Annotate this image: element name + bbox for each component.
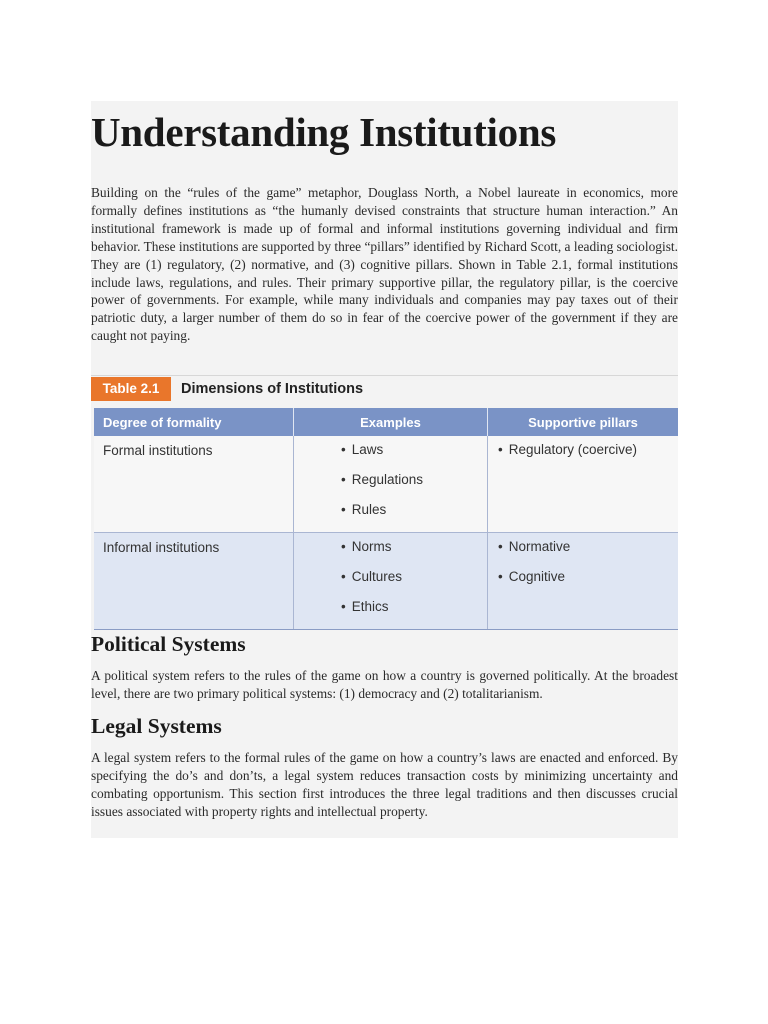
examples-list <box>294 533 487 629</box>
section-heading-legal-systems: Legal Systems <box>91 714 222 738</box>
pillars-list <box>488 533 678 599</box>
row-label-informal: Informal institutions <box>103 540 220 555</box>
examples-list <box>294 436 487 532</box>
table-number-badge: Table 2.1 <box>91 377 171 401</box>
list-item: • Normative <box>498 539 678 569</box>
list-item: • Cognitive <box>498 569 678 599</box>
page-title: Understanding Institutions <box>91 109 556 155</box>
pillars-list <box>488 436 678 472</box>
intro-paragraph: Building on the “rules of the game” metaphor, Douglass North, a Nobel laureate in economics, more formally defines institutions as “the humanly devised constraints that structure human interaction.” An institutional framework is made up of formal and informal institutions governing individual and firm behavior. These institutions are supported by three “pillars” identified by Richard Scott, a leading sociologist. They are (1) regulatory, (2) normative, and (3) cognitive pillars. Shown in Table 2.1, formal institutions include laws, regulations, and rules. Their primary supportive pillar, the regulatory pillar, is the coercive power of governments. For example, while many individuals and companies may pay taxes out of their patriotic duty, a larger number of them do so in fear of the coercive power of the government if they are caught not paying. <box>91 185 678 344</box>
row-label-formal: Formal institutions <box>103 443 213 458</box>
political-paragraph: A political system refers to the rules of the game on how a country is governed politically. At the broadest level, there are two primary political systems: (1) democracy and (2) totalitarianism. <box>91 668 678 701</box>
legal-paragraph: A legal system refers to the formal rules of the game on how a country’s laws are enacted and enforced. By specifying the do’s and don’ts, a legal system reduces transaction costs by minimizing uncertainty and combating opportunism. This section first introduces the three legal traditions and then discusses crucial issues associated with property rights and intellectual property. <box>91 750 678 819</box>
section-heading-political-systems: Political Systems <box>91 632 246 656</box>
header-degree-of-formality: Degree of formality <box>94 408 294 436</box>
header-supportive-pillars: Supportive pillars <box>488 408 679 436</box>
list-item: • Regulations <box>341 472 487 502</box>
list-item: • Regulatory (coercive) <box>498 442 678 472</box>
list-item: • Rules <box>341 502 487 532</box>
list-item: • Cultures <box>341 569 487 599</box>
list-item: • Norms <box>341 539 487 569</box>
list-item: • Ethics <box>341 599 487 629</box>
institutions-table <box>94 408 678 630</box>
table-caption <box>91 375 678 402</box>
list-item: • Laws <box>341 442 487 472</box>
table-header-row <box>94 408 678 436</box>
document-page <box>91 101 678 838</box>
table-title: Dimensions of Institutions <box>181 381 364 397</box>
table-row <box>94 436 678 533</box>
table-row <box>94 533 678 630</box>
header-examples: Examples <box>294 408 488 436</box>
